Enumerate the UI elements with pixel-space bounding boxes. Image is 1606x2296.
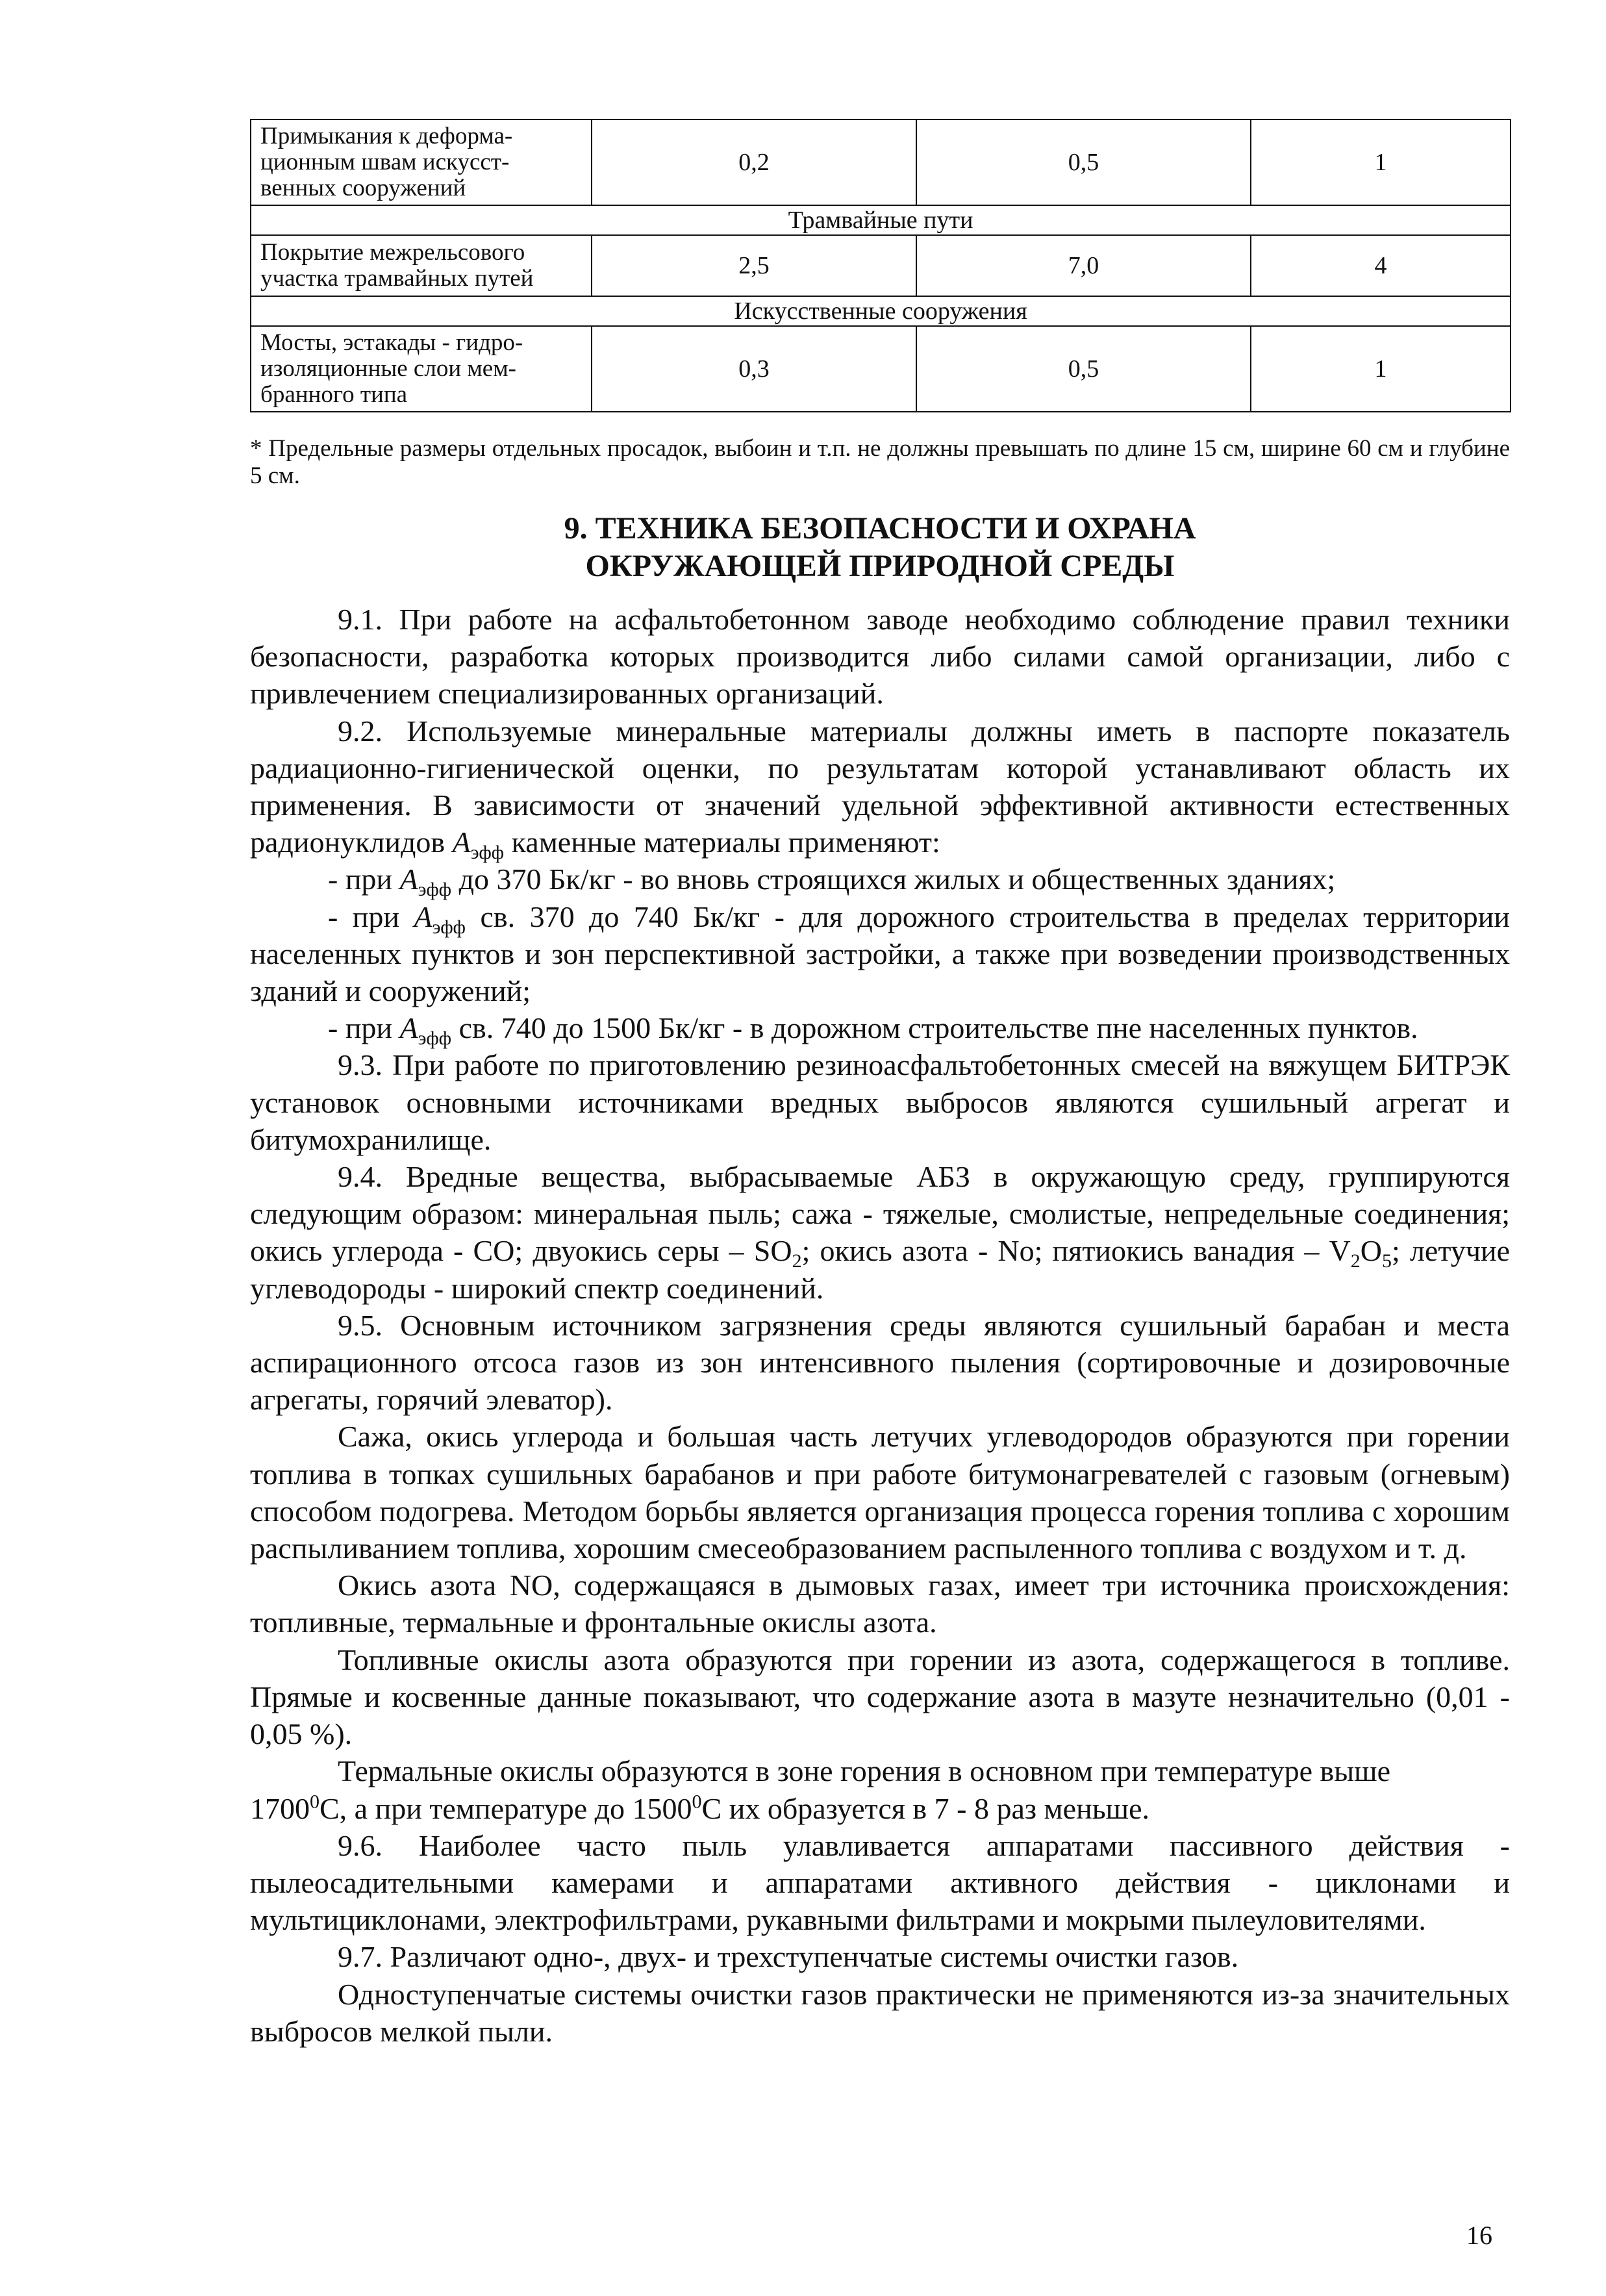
section-body — [250, 601, 1510, 2050]
table-cell-value: 0,5 — [916, 326, 1251, 412]
paragraph: 9.2. Используемые минеральные материалы должны иметь в паспорте показатель радиационно-гигиенической оценки, по результатам которой устанавливают область их применения. В зависимости от значений удельной эффективной активности естественных радионуклидов $А_{эфф}$ каменные материалы применяют: — [250, 714, 1510, 864]
paragraph: Окись азота NO, содержащаяся в дымовых газах, имеет три источника происхождения: топливные, термальные и фронтальные окислы азота. — [250, 1569, 1510, 1639]
paragraph: - при $А_{эфф}$ св. 740 до 1500 Бк/кг - в дорожном строительстве пне населенных пунктов. — [328, 1011, 1418, 1050]
heading-line-1: 9. ТЕХНИКА БЕЗОПАСНОСТИ И ОХРАНА — [564, 511, 1196, 546]
table-cell-value: 0,3 — [592, 326, 916, 412]
paragraph: 9.4. Вредные вещества, выбрасываемые АБЗ в окружающую среду, группируются следующим образом: минеральная пыль; сажа - тяжелые, смолистые, непредельные соединения; окись углерода - СО; двуокись серы – $SO_2$; окись азота - No; пятиокись ванадия – $V_2O_5$; летучие углеводороды - широкий спектр соединений. — [250, 1160, 1510, 1305]
paragraph: 9.7. Различают одно-, двух- и трехступенчатые системы очистки газов. — [338, 1940, 1239, 1974]
table-cell-value: 2,5 — [592, 235, 916, 296]
paragraph: Термальные окислы образуются в зоне горения в основном при температуре выше — [338, 1754, 1390, 1788]
paragraph: Сажа, окись углерода и большая часть летучих углеводородов образуются при горении топлива в топках сушильных барабанов и при работе битумонагревателей с газовым (огневым) способом подогрева. Методом борьбы является организация процесса горения топлива с хорошим распыливанием топлива, хорошим смесеобразованием распыленного топлива с воздухом и т. д. — [250, 1420, 1510, 1565]
table-section-title: Искусственные сооружения — [251, 296, 1511, 326]
limits-table — [250, 119, 1511, 412]
paragraph: Топливные окислы азота образуются при горении из азота, содержащегося в топливе. Прямые и косвенные данные показывают, что содержание азота в мазуте незначительно (0,01 - 0,05 %). — [250, 1643, 1510, 1751]
page-number: 16 — [1466, 2221, 1492, 2250]
table-cell-value: 1 — [1251, 326, 1511, 412]
table-cell-name: Мосты, эстакады - гидро- изоляционные слои мем- бранного типа — [251, 326, 592, 412]
table-cell-value: 4 — [1251, 235, 1511, 296]
table-section-row — [251, 205, 1511, 235]
paragraph: 1700$^0$С, а при температуре до 1500$^0$С их образуется в 7 - 8 раз меньше. — [250, 1791, 1150, 1825]
table-cell-name: Примыкания к деформа- ционным швам искусст- венных сооружений — [251, 120, 592, 205]
table-cell-name: Покрытие межрельсового участка трамвайных путей — [251, 235, 592, 296]
paragraph: 9.6. Наиболее часто пыль улавливается аппаратами пассивного действия - пылеосадительными камерами и аппаратами активного действия - циклонами и мультициклонами, электрофильтрами, рукавными фильтрами и мокрыми пылеуловителями. — [250, 1828, 1510, 1937]
table-row — [251, 120, 1511, 205]
paragraph: Одноступенчатые системы очистки газов практически не применяются из-за значительных выбросов мелкой пыли. — [250, 1977, 1510, 2048]
table-footnote: * Предельные размеры отдельных просадок, выбоин и т.п. не должны превышать по длине 15 см, ширине 60 см и глубине 5 см. — [250, 435, 1510, 489]
table-cell-value: 1 — [1251, 120, 1511, 205]
paragraph: 9.5. Основным источником загрязнения среды являются сушильный барабан и места аспирационного отсоса газов из зон интенсивного пыления (сортировочные и дозировочные агрегаты, горячий элеватор). — [250, 1308, 1510, 1417]
paragraph: 9.3. При работе по приготовлению резиноасфальтобетонных смесей на вяжущем БИТРЭК установок основными источниками вредных выбросов являются сушильный агрегат и битумохранилище. — [250, 1048, 1510, 1156]
table-section-title: Трамвайные пути — [251, 205, 1511, 235]
table-cell-value: 7,0 — [916, 235, 1251, 296]
paragraph: - при $А_{эфф}$ св. 370 до 740 Бк/кг - для дорожного строительства в пределах территории населенных пунктов и зон перспективной застройки, а также при возведении производственных зданий и сооружений; — [250, 900, 1510, 1008]
limits-table-body — [251, 120, 1511, 412]
table-cell-value: 0,5 — [916, 120, 1251, 205]
section-heading — [250, 510, 1510, 585]
table-section-row — [251, 296, 1511, 326]
heading-line-2: ОКРУЖАЮЩЕЙ ПРИРОДНОЙ СРЕДЫ — [585, 549, 1175, 583]
table-row — [251, 326, 1511, 412]
paragraph: - при $А_{эфф}$ до 370 Бк/кг - во вновь строящихся жилых и общественных зданиях; — [328, 863, 1336, 901]
table-row — [251, 235, 1511, 296]
paragraph: 9.1. При работе на асфальтобетонном заводе необходимо соблюдение правил техники безопасности, разработка которых производится либо силами самой организации, либо с привлечением специализированных организаций. — [250, 603, 1510, 711]
table-cell-value: 0,2 — [592, 120, 916, 205]
